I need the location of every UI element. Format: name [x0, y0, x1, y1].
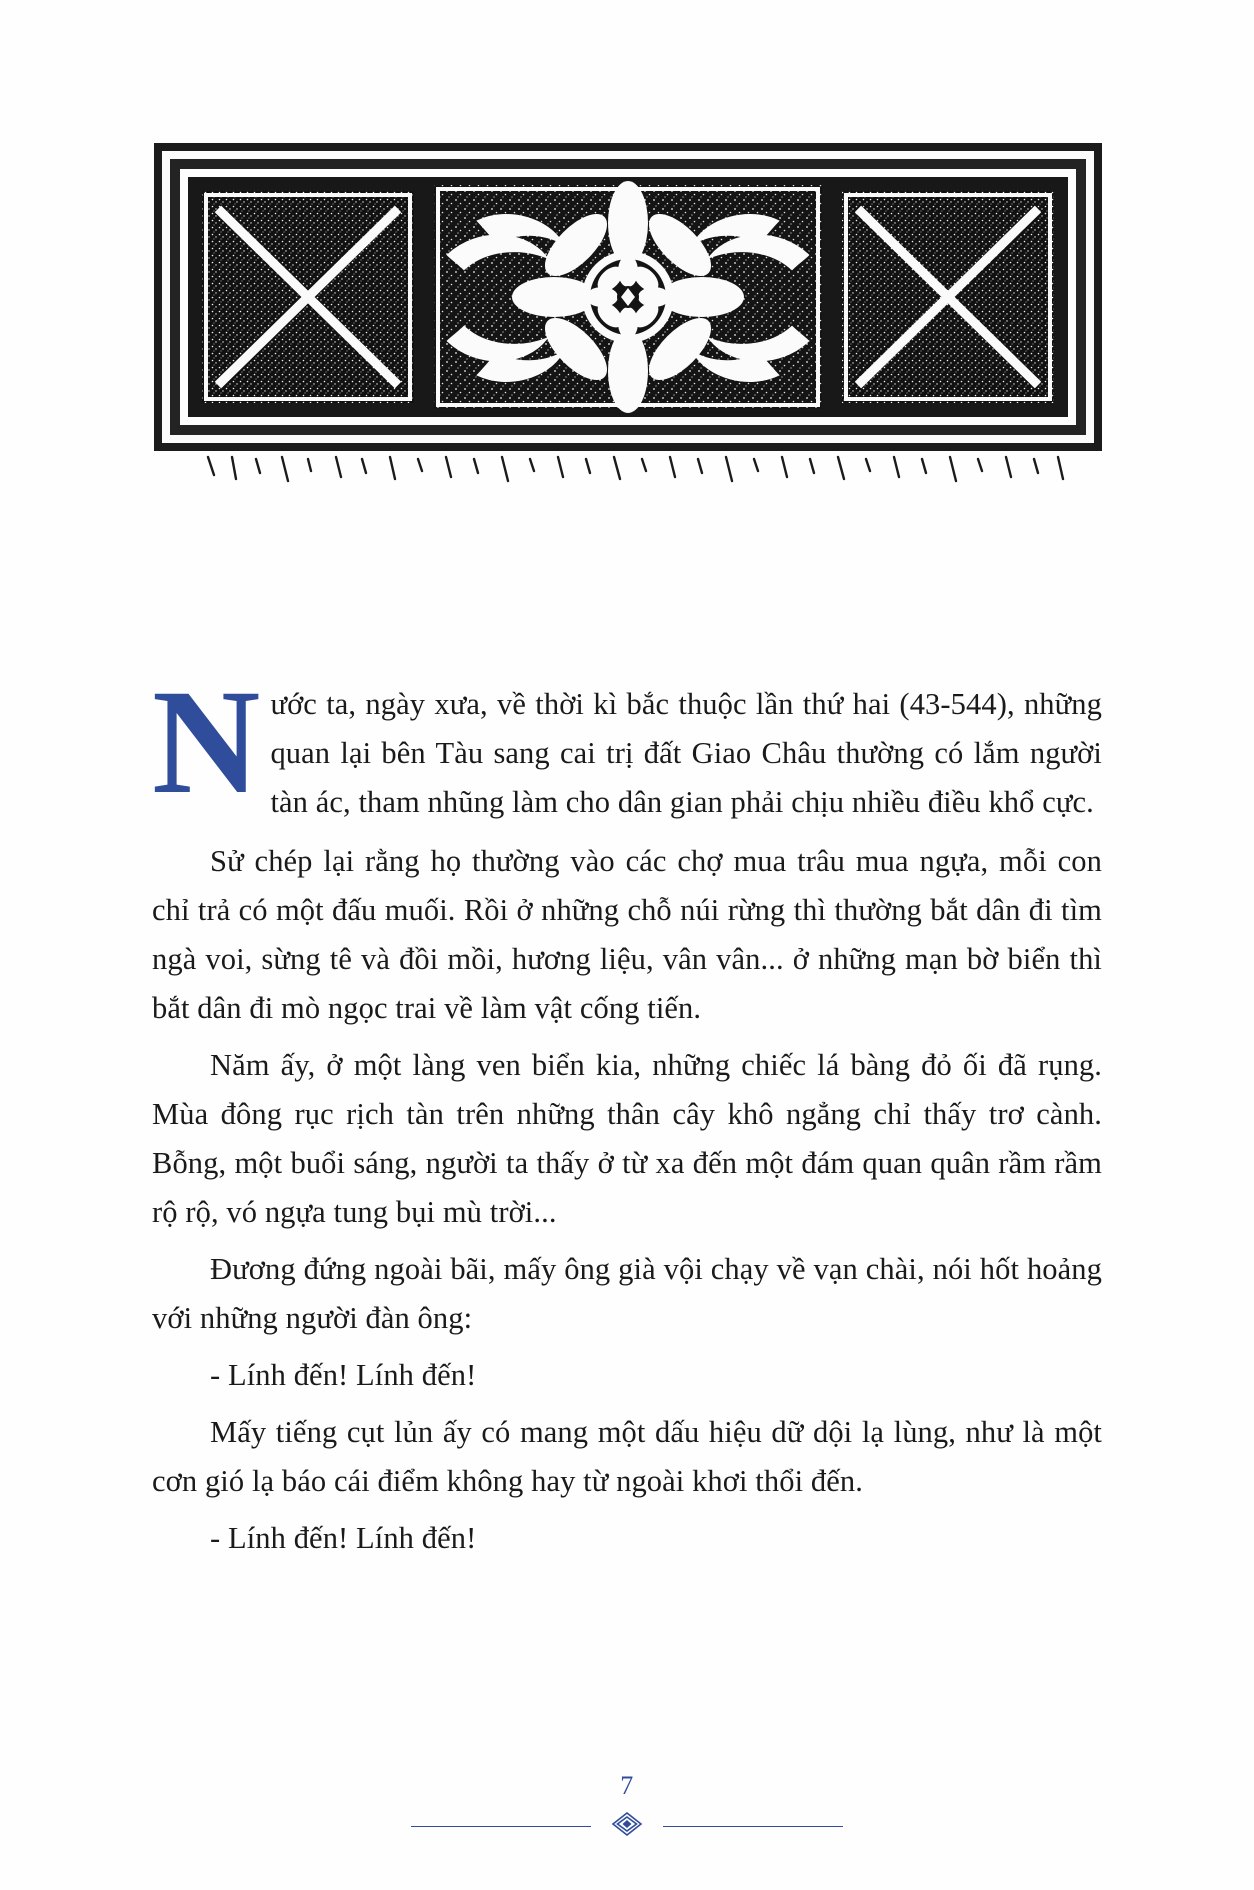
rule-line-right: [663, 1826, 843, 1827]
diamond-glyph: [597, 1811, 657, 1842]
rule-line-left: [411, 1826, 591, 1827]
page-number: 7: [620, 1771, 634, 1800]
carved-panel-ornament-icon: [148, 135, 1108, 525]
paragraph: [152, 659, 1102, 827]
diamond-rule-ornament-icon: [0, 1811, 1254, 1842]
paragraph: Đương đứng ngoài bãi, mấy ông già vội chạy về vạn chài, nói hốt hoảng với những người đàn ông:: [152, 1252, 1102, 1335]
dialogue-line: - Lính đến! Lính đến!: [210, 1358, 477, 1392]
page-body: [152, 659, 1102, 1571]
dialogue-line: - Lính đến! Lính đến!: [210, 1521, 477, 1555]
drop-cap: N: [152, 659, 261, 825]
paragraph: Mấy tiếng cụt lủn ấy có mang một dấu hiệu dữ dội lạ lùng, như là một cơn gió lạ báo cái điểm không hay từ ngoài khơi thổi đến.: [152, 1415, 1102, 1498]
page-footer: [0, 1771, 1254, 1842]
paragraph: Năm ấy, ở một làng ven biển kia, những chiếc lá bàng đỏ ối đã rụng. Mùa đông rục rịch tàn trên những thân cây khô ngẳng chỉ thấy trơ cành. Bỗng, một buổi sáng, người ta thấy ở từ xa đến một đám quan quân rầm rầm rộ rộ, vó ngựa tung bụi mù trời...: [152, 1048, 1102, 1229]
paragraph: Sử chép lại rằng họ thường vào các chợ mua trâu mua ngựa, mỗi con chỉ trả có một đấu muối. Rồi ở những chỗ núi rừng thì thường bắt dân đi tìm ngà voi, sừng tê và đồi mồi, hương liệu, vân vân... ở những mạn bờ biển thì bắt dân đi mò ngọc trai về làm vật cống tiến.: [152, 844, 1102, 1025]
paragraph-text: ước ta, ngày xưa, về thời kì bắc thuộc lần thứ hai (43-544), những quan lại bên Tàu sang cai trị đất Giao Châu thường có lắm người tàn ác, tham nhũng làm cho dân gian phải chịu nhiều điều khổ cực.: [270, 687, 1102, 819]
